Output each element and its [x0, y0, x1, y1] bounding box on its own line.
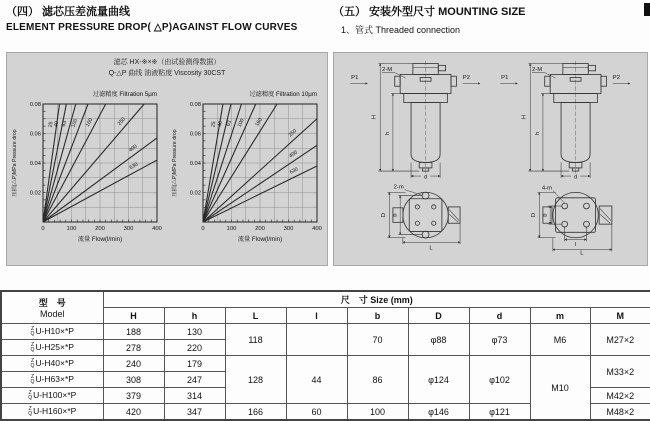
l-cell: 60 — [286, 404, 347, 421]
model-cell: Z Q U-H160×*P — [1, 404, 103, 421]
chart-note-line1: 滤芯 HX-※×※（由试验测得数据） — [113, 59, 221, 66]
H-cell: 420 — [103, 404, 164, 421]
model-cell: Z Q U-H40×*P — [1, 356, 103, 372]
model-cell: Z Q U-H25×*P — [1, 340, 103, 356]
svg-text:630: 630 — [288, 166, 300, 176]
port-p1-label: P1 — [501, 74, 509, 81]
svg-text:过滤精度 Filtration 10μm: 过滤精度 Filtration 10μm — [249, 91, 317, 98]
H-cell: 188 — [103, 324, 164, 340]
dim-l-label: l — [574, 241, 577, 248]
filter-drawing-2m — [344, 59, 489, 255]
M-cell: M48×2 — [590, 404, 650, 421]
svg-text:40: 40 — [216, 120, 225, 128]
svg-text:300: 300 — [283, 226, 294, 232]
H-cell: 308 — [103, 372, 164, 388]
svg-text:400: 400 — [127, 143, 139, 154]
svg-text:0.08: 0.08 — [29, 102, 41, 108]
col-m: m — [530, 308, 590, 324]
svg-text:250: 250 — [116, 116, 127, 127]
table-row — [1, 324, 650, 340]
svg-text:过滤精度 Filtration 5μm: 过滤精度 Filtration 5μm — [92, 91, 157, 98]
svg-text:25: 25 — [210, 120, 218, 128]
m-cell: M6 — [530, 324, 590, 356]
b-cell: 70 — [347, 324, 408, 356]
chart-notes — [7, 58, 327, 80]
dim-H-label: H — [371, 114, 378, 120]
D-cell: φ146 — [408, 404, 469, 421]
svg-text:300: 300 — [123, 226, 134, 232]
right-subtitle: 1、管式 Threaded connection — [341, 25, 461, 35]
page-corner-mark — [644, 3, 650, 16]
svg-text:100: 100 — [226, 226, 237, 232]
h-cell: 179 — [164, 356, 225, 372]
col-L: L — [225, 308, 286, 324]
model-cell: Z Q U-H63×*P — [1, 372, 103, 388]
svg-text:25: 25 — [47, 121, 55, 128]
L-cell: 118 — [225, 324, 286, 356]
col-H: H — [103, 308, 164, 324]
right-title: （五） 安装外型尺寸 MOUNTING SIZE — [333, 6, 526, 18]
dim-H-label: H — [521, 114, 528, 120]
dim-h-label: h — [534, 131, 541, 136]
dim-b-label: b — [392, 213, 399, 217]
size-header: 尺 寸 Size (mm) — [103, 291, 650, 308]
l-cell: 44 — [286, 356, 347, 404]
L-cell: 128 — [225, 356, 286, 404]
H-cell: 278 — [103, 340, 164, 356]
M-cell: M27×2 — [590, 324, 650, 356]
dim-D-label: D — [531, 212, 538, 218]
svg-text:100: 100 — [236, 117, 246, 129]
port-p1-label: P1 — [351, 74, 359, 81]
left-section-header — [6, 3, 298, 33]
dim-L-label: L — [429, 245, 433, 252]
port-p2-label: P2 — [612, 74, 620, 81]
svg-text:0.06: 0.06 — [189, 131, 201, 138]
charts-row — [7, 84, 327, 244]
svg-text:63: 63 — [225, 119, 234, 128]
pressure-drop-chart-5um — [7, 84, 167, 244]
dim-d-label: d — [423, 174, 428, 181]
filter-drawing-4m — [494, 59, 639, 255]
svg-text:0.06: 0.06 — [29, 131, 41, 138]
svg-text:0.02: 0.02 — [29, 190, 41, 197]
svg-text:400: 400 — [312, 226, 322, 232]
svg-text:200: 200 — [255, 226, 265, 232]
svg-text:0.02: 0.02 — [189, 190, 201, 197]
holes-2m-label: 2-m — [393, 184, 404, 191]
thread-2M-label: 2-M — [382, 66, 393, 73]
thread-2M-label: 2-M — [532, 66, 543, 73]
dim-D-label: D — [381, 212, 388, 218]
svg-text:40: 40 — [53, 120, 61, 128]
right-section-header — [333, 3, 526, 36]
H-cell: 240 — [103, 356, 164, 372]
svg-text:流量 Flow(l/min): 流量 Flow(l/min) — [237, 236, 283, 243]
svg-text:200: 200 — [95, 226, 105, 232]
dim-L-label: L — [580, 250, 584, 255]
svg-text:160: 160 — [84, 117, 95, 128]
h-cell: 130 — [164, 324, 225, 340]
svg-text:0: 0 — [201, 226, 205, 232]
dim-h-label: h — [384, 131, 391, 136]
svg-text:流量 Flow(l/min): 流量 Flow(l/min) — [77, 236, 123, 243]
dim-d-label: d — [573, 174, 578, 181]
h-cell: 314 — [164, 388, 225, 404]
b-cell: 86 — [347, 356, 408, 404]
l-cell — [286, 324, 347, 356]
table-row — [1, 356, 650, 372]
pressure-drop-panel — [6, 52, 328, 266]
d-cell: φ73 — [469, 324, 530, 356]
svg-text:100: 100 — [66, 226, 77, 232]
port-p2-label: P2 — [462, 74, 470, 81]
model-column-header: 型 号 Model — [1, 291, 103, 324]
M-cell: M33×2 — [590, 356, 650, 388]
svg-text:0: 0 — [41, 226, 45, 232]
svg-text:160: 160 — [254, 117, 264, 128]
size-table — [0, 290, 650, 421]
D-cell: φ124 — [408, 356, 469, 404]
svg-text:63: 63 — [60, 120, 69, 128]
svg-text:0.08: 0.08 — [189, 102, 201, 108]
left-title-cn: （四） 滤芯压差流量曲线 — [6, 6, 131, 18]
pressure-drop-chart-10um — [167, 84, 327, 244]
col-M: M — [590, 308, 650, 324]
H-cell: 379 — [103, 388, 164, 404]
chart-note-line2: Q-△P 曲线 油液粘度 Viscosity 30CST — [108, 69, 226, 77]
mounting-size-panel — [333, 52, 648, 266]
holes-4m-label: 4-m — [541, 185, 552, 192]
D-cell: φ88 — [408, 324, 469, 356]
model-cell: Z Q U-H10×*P — [1, 324, 103, 340]
model-cell: Z Q U-H100×*P — [1, 388, 103, 404]
col-D: D — [408, 308, 469, 324]
svg-text:压损(△P)MPa Pressure drop: 压损(△P)MPa Pressure drop — [12, 129, 18, 197]
col-b: b — [347, 308, 408, 324]
svg-text:400: 400 — [152, 226, 162, 232]
d-cell: φ121 — [469, 404, 530, 421]
h-cell: 347 — [164, 404, 225, 421]
svg-text:0.04: 0.04 — [189, 161, 201, 167]
m-cell: M10 — [530, 356, 590, 421]
b-cell: 100 — [347, 404, 408, 421]
h-cell: 220 — [164, 340, 225, 356]
dim-b-label: b — [542, 213, 549, 217]
d-cell: φ102 — [469, 356, 530, 404]
svg-text:250: 250 — [287, 128, 299, 139]
svg-text:0.04: 0.04 — [29, 161, 41, 167]
L-cell: 166 — [225, 404, 286, 421]
col-d: d — [469, 308, 530, 324]
left-title-en: ELEMENT PRESSURE DROP( △P)AGAINST FLOW CURVES — [6, 22, 298, 33]
svg-text:630: 630 — [128, 161, 140, 172]
col-h: h — [164, 308, 225, 324]
col-l: l — [286, 308, 347, 324]
svg-text:400: 400 — [288, 149, 299, 160]
h-cell: 247 — [164, 372, 225, 388]
svg-text:100: 100 — [70, 118, 80, 129]
svg-text:压损(△P)MPa Pressure drop: 压损(△P)MPa Pressure drop — [172, 129, 178, 197]
bottom-view-flange — [553, 192, 598, 237]
M-cell: M42×2 — [590, 388, 650, 404]
